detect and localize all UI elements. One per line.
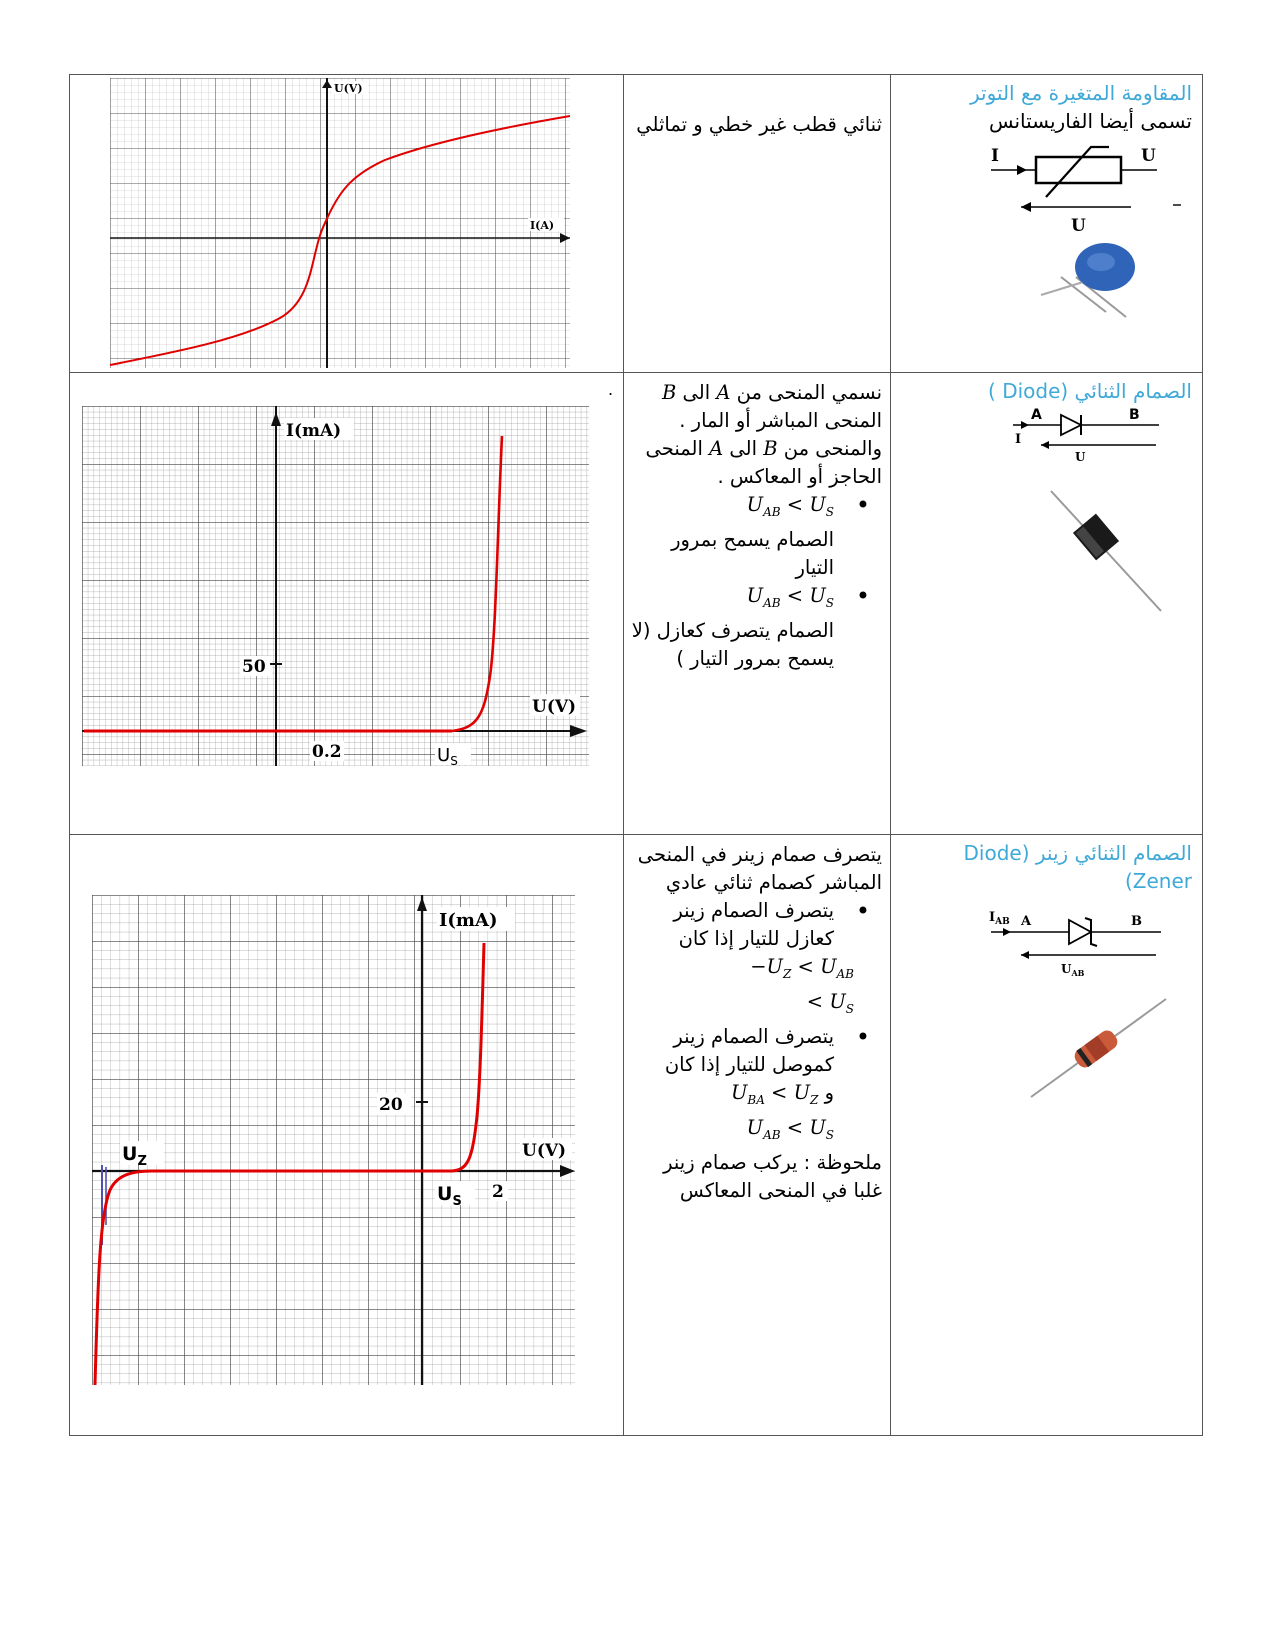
zener-name-cell <box>891 835 1203 1436</box>
varistor-description-cell <box>624 75 891 373</box>
x-axis-label: U(V) <box>532 697 577 717</box>
x-axis-label: U(V) <box>522 1141 567 1161</box>
zener-row <box>70 835 1203 1436</box>
bullet-conductor-text: يتصرف الصمام زينر كموصل للتيار إذا كان <box>664 1024 834 1076</box>
diode-component-icon <box>891 481 1202 631</box>
x-tick-0-2: 0.2 <box>312 742 342 762</box>
varistor-name-cell <box>891 75 1203 373</box>
y-axis-label: U(V) <box>334 82 363 95</box>
diode-symbol <box>891 405 1202 471</box>
uz-label: $U_Z$ <box>122 1143 147 1169</box>
x-axis-label: I(A) <box>530 219 555 232</box>
zener-note: ملحوظة : يركب صمام زينر غلبا في المنحى المعاكس <box>663 1150 882 1202</box>
varistor-disc-icon <box>891 237 1202 319</box>
x-tick-2: 2 <box>492 1182 504 1202</box>
terminal-a-label: A <box>1031 407 1042 423</box>
varistor-symbol <box>891 137 1202 237</box>
bullet-conductor: • يتصرف الصمام زينر كموصل للتيار إذا كان و $U_{BA} < U_Z$ $U_{AB} < U_S$ <box>630 1023 834 1149</box>
varistor-graph-cell <box>70 75 624 373</box>
stray-dot: . <box>608 380 614 399</box>
voltage-bottom-label: U <box>1071 216 1086 236</box>
terminal-b-label: B <box>1129 407 1140 423</box>
voltage-top-label: U <box>1141 146 1156 166</box>
varistor-description: ثنائي قطب غير خطي و تماثلي <box>636 113 882 136</box>
zener-description-cell <box>624 835 891 1436</box>
zener-title: الصمام الثنائي زينر (Diode Zener) <box>963 841 1192 893</box>
zener-bullets <box>630 897 882 1149</box>
current-arrow-icon <box>1017 165 1027 175</box>
varistor-title: المقاومة المتغيرة مع التوتر <box>969 81 1192 105</box>
varistor-characteristic-graph <box>70 75 623 372</box>
varistor-row <box>70 75 1203 373</box>
components-table <box>69 74 1203 1436</box>
diode-graph-cell <box>70 373 624 835</box>
zener-intro: يتصرف صمام زينر في المنحى المباشر كصمام ثنائي عادي <box>637 843 882 894</box>
y-tick-20: 20 <box>379 1095 403 1115</box>
bullet-reverse-text: الصمام يتصرف كعازل (لا يسمح بمرور التيار ) <box>631 618 834 670</box>
varistor-subtitle: تسمى أيضا الفاريستانس <box>988 109 1192 133</box>
y-tick-50: 50 <box>242 657 266 677</box>
y-axis-label: I(mA) <box>286 421 342 441</box>
us-label: $U_S$ <box>437 745 458 768</box>
bullet-forward: • $U_{AB} < U_S$ الصمام يسمح بمرور التيار <box>630 491 834 582</box>
voltage-label: U <box>1075 450 1086 464</box>
zener-graph-cell <box>70 835 624 1436</box>
diode-row <box>70 373 1203 835</box>
zener-symbol <box>891 905 1202 985</box>
terminal-a-label: A <box>1021 914 1032 929</box>
y-axis-label: I(mA) <box>439 910 498 931</box>
bullet-reverse: • $U_{AB} < U_S$ الصمام يتصرف كعازل (لا يسمح بمرور التيار ) <box>630 582 834 673</box>
current-label: $I_{AB}$ <box>989 910 1010 927</box>
diode-characteristic-graph <box>70 373 623 834</box>
zener-diode-component-icon <box>891 997 1202 1107</box>
us-label: $U_S$ <box>437 1183 462 1209</box>
and-word: و <box>824 1080 834 1104</box>
terminal-b-label: B <box>1131 914 1142 929</box>
voltage-label: $U_{AB}$ <box>1061 962 1085 978</box>
diode-name-cell <box>891 373 1203 835</box>
diode-description-cell: نسمي المنحى من A الى B المنحى المباشر أو المار . والمنحى من B الى A المنحى الحاجز أو المعاكس . • $U_{AB} < U_S$ الصمام يسمح بمرور التيار • $U_{AB} < U_S$ الصمام يتصرف كعازل (لا يسمح بمرور التيار ) <box>624 373 891 835</box>
current-label: I <box>1015 432 1022 447</box>
diode-bullets <box>630 491 882 673</box>
voltage-arrow-icon <box>1021 202 1031 212</box>
zener-characteristic-graph <box>70 835 623 1435</box>
current-label: I <box>991 146 999 166</box>
diode-title: الصمام الثنائي (Diode ) <box>988 379 1192 403</box>
bullet-forward-text: الصمام يسمح بمرور التيار <box>671 527 834 579</box>
bullet-insulator: • يتصرف الصمام زينر كعازل للتيار إذا كان $-U_Z < U_{AB}$ < $U_S$ <box>630 897 834 1023</box>
bullet-insulator-text: يتصرف الصمام زينر كعازل للتيار إذا كان <box>673 899 834 950</box>
